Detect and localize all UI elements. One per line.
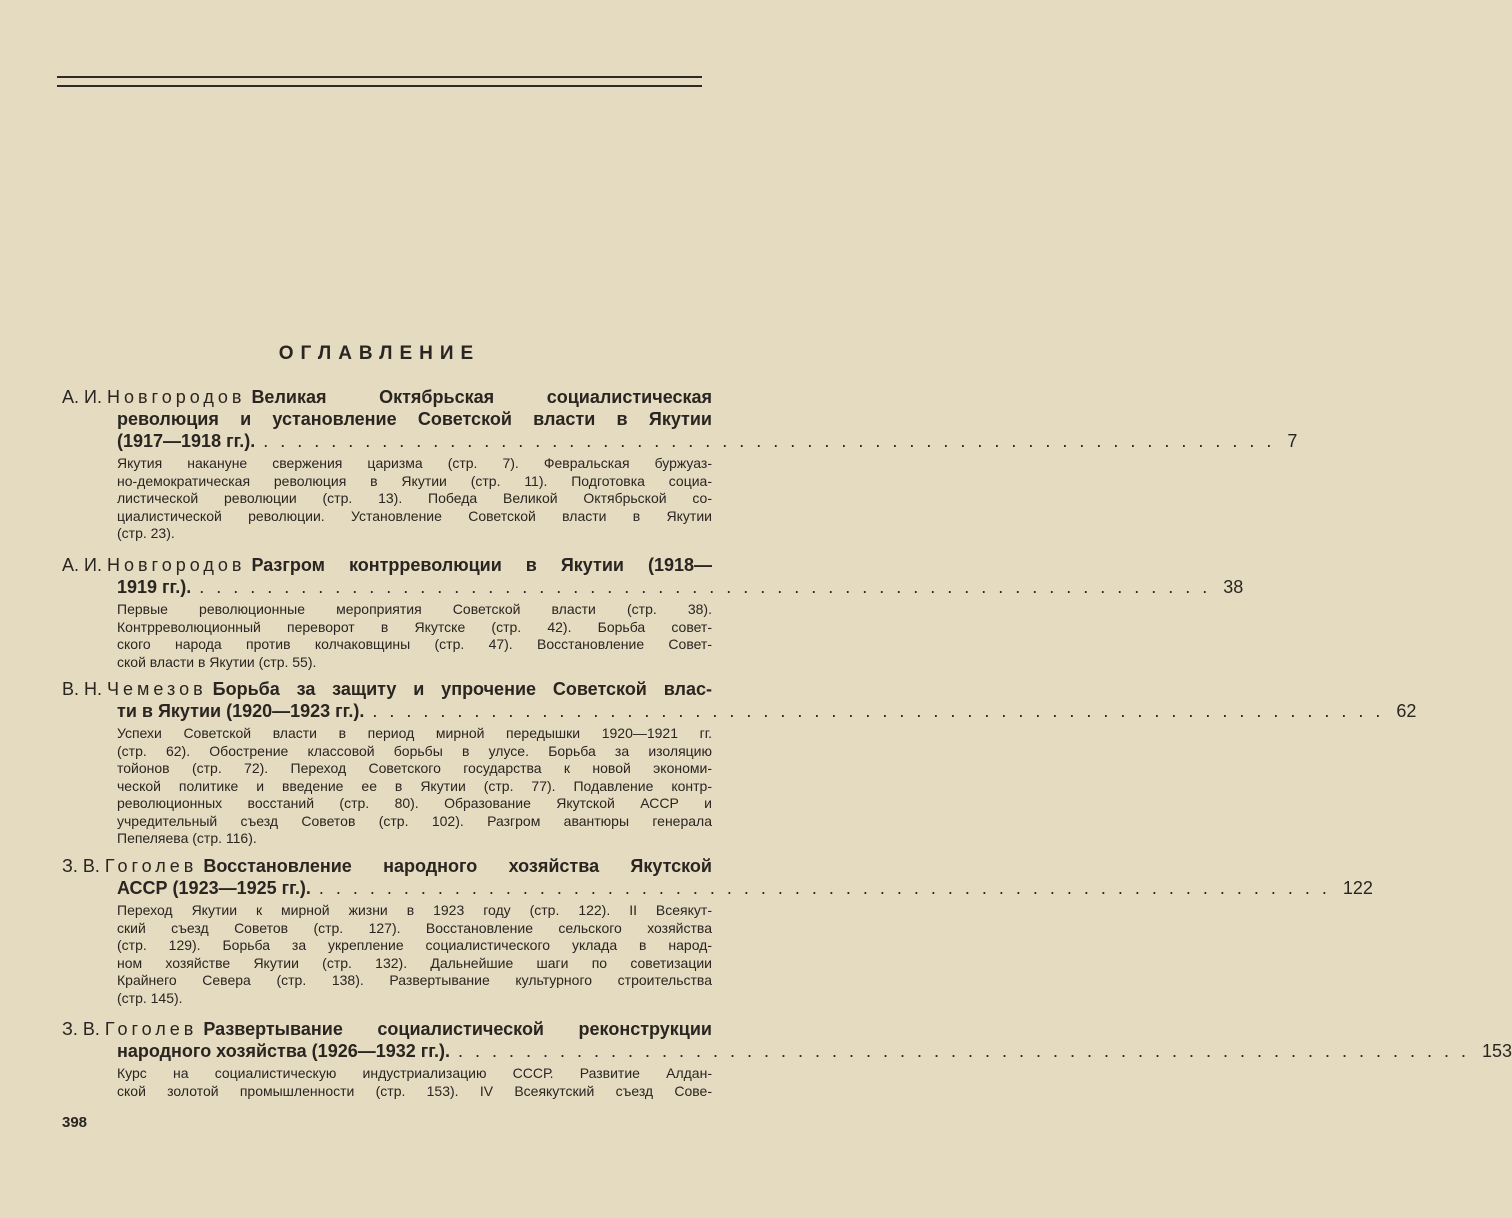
toc-entry[interactable] xyxy=(62,678,1417,848)
entry-title: Восстановление народного хозяйства Якутской xyxy=(203,856,712,876)
entry-description xyxy=(117,725,712,848)
entry-page-number: 122 xyxy=(1342,878,1373,898)
description-line: ном хозяйстве Якутии (стр. 132). Дальнейшие шаги по советизации xyxy=(117,954,712,971)
description-line: (стр. 23). xyxy=(117,525,175,541)
entry-title: Борьба за защиту и упрочение Советской влас- xyxy=(212,679,712,699)
title-line xyxy=(117,408,712,430)
top-rule xyxy=(57,85,702,87)
description-line: Успехи Советской власти в период мирной передышки 1920—1921 гг. xyxy=(117,725,712,741)
entry-page-number: 62 xyxy=(1396,701,1417,721)
title-line xyxy=(117,576,1244,598)
description-line: ской власти в Якутии (стр. 55). xyxy=(117,653,317,670)
description-line: тойонов (стр. 72). Переход Советского государства к новой экономи- xyxy=(117,760,712,776)
author-name xyxy=(62,386,245,408)
description-line: Крайнего Севера (стр. 138). Развертывание культурного строительства xyxy=(117,972,712,988)
entry-title: 1919 гг.). xyxy=(117,577,192,597)
entry-title: АССР (1923—1925 гг.). xyxy=(117,878,311,898)
toc-entry[interactable] xyxy=(62,855,1373,1007)
entry-title: Развертывание социалистической реконструкции xyxy=(203,1019,712,1039)
author-surname: Новгородов xyxy=(106,555,246,575)
description-line: листической революции (стр. 13). Победа Великой Октябрьской со- xyxy=(117,490,712,506)
description-line: Переход Якутии к мирной жизни в 1923 году (стр. 122). II Всеякут- xyxy=(117,902,712,918)
description-line: ческой политике и введение ее в Якутии (стр. 77). Подавление контр- xyxy=(117,777,712,794)
description-line: ской золотой промышленности (стр. 153). IV Всеякутский съезд Сове- xyxy=(117,1082,712,1099)
page-number: 398 xyxy=(62,1114,88,1131)
author-initials: З. В. xyxy=(62,1019,100,1039)
title-line xyxy=(117,877,1373,899)
dot-leader: ............................................................ xyxy=(199,577,1220,597)
author-surname: Чемезов xyxy=(107,679,207,699)
author-name xyxy=(62,855,197,877)
description-line: Якутия накануне свержения царизма (стр. 7). Февральская буржуаз- xyxy=(117,455,712,471)
entry-description xyxy=(117,455,712,543)
description-line: ский съезд Советов (стр. 127). Восстановление сельского хозяйства xyxy=(117,919,712,936)
entry-page-number: 7 xyxy=(1287,431,1298,451)
entry-title: народного хозяйства (1926—1932 гг.). xyxy=(117,1041,450,1061)
entry-title: Великая Октябрьская социалистическая xyxy=(251,387,712,407)
dot-leader: ............................................................ xyxy=(372,701,1393,721)
description-line: (стр. 62). Обострение классовой борьбы в улусе. Борьба за изоляцию xyxy=(117,742,712,759)
page-title: ОГЛАВЛЕНИЕ xyxy=(278,343,481,364)
description-line: революционных восстаний (стр. 80). Образование Якутской АССР и xyxy=(117,795,712,811)
author-surname: Новгородов xyxy=(106,387,246,407)
entry-description xyxy=(117,1065,712,1100)
entry-title: ти в Якутии (1920—1923 гг.). xyxy=(117,701,365,721)
author-initials: В. Н. xyxy=(62,679,103,699)
dot-leader: ............................................................ xyxy=(318,878,1339,898)
title-line xyxy=(62,386,712,408)
entry-title: Разгром контрреволюции в Якутии (1918— xyxy=(251,555,712,575)
entry-description xyxy=(117,601,712,671)
title-line xyxy=(117,700,1417,722)
author-name xyxy=(62,554,245,576)
dot-leader: ............................................................ xyxy=(457,1041,1479,1061)
top-rule xyxy=(57,76,702,78)
author-name xyxy=(62,1018,197,1040)
title-line xyxy=(62,678,712,700)
description-line: учредительный съезд Советов (стр. 102). Разгром авантюры генерала xyxy=(117,812,712,829)
description-line: циалистической революции. Установление Советской власти в Якутии xyxy=(117,507,712,524)
title-line xyxy=(117,430,1298,452)
title-line xyxy=(62,855,712,877)
author-initials: А. И. xyxy=(62,555,102,575)
description-line: (стр. 129). Борьба за укрепление социалистического уклада в народ- xyxy=(117,937,712,953)
entry-title: революция и установление Советской власти в Якутии xyxy=(117,409,712,429)
toc-entry[interactable] xyxy=(62,1018,1512,1100)
entry-description xyxy=(117,902,712,1007)
title-line xyxy=(117,1040,1512,1062)
entry-page-number: 38 xyxy=(1223,577,1244,597)
author-name xyxy=(62,678,207,700)
description-line: Первые революционные мероприятия Советской власти (стр. 38). xyxy=(117,601,712,617)
description-line: Пепеляева (стр. 116). xyxy=(117,830,257,846)
author-initials: А. И. xyxy=(62,387,102,407)
toc-entry[interactable] xyxy=(62,386,1298,543)
description-line: Курс на социалистическую индустриализацию СССР. Развитие Алдан- xyxy=(117,1065,712,1081)
entry-page-number: 153 xyxy=(1482,1041,1512,1061)
description-line: но-демократическая революция в Якутии (стр. 11). Подготовка социа- xyxy=(117,472,712,489)
author-surname: Гоголев xyxy=(104,856,198,876)
author-surname: Гоголев xyxy=(104,1019,198,1039)
dot-leader: ............................................................ xyxy=(263,431,1284,451)
title-line xyxy=(62,554,712,576)
title-line xyxy=(62,1018,712,1040)
description-line: Контрреволюционный переворот в Якутске (стр. 42). Борьба совет- xyxy=(117,618,712,635)
description-line: (стр. 145). xyxy=(117,989,183,1006)
author-initials: З. В. xyxy=(62,856,100,876)
entry-title: (1917—1918 гг.). xyxy=(117,431,256,451)
toc-entry[interactable] xyxy=(62,554,1244,671)
description-line: ского народа против колчаковщины (стр. 47). Восстановление Совет- xyxy=(117,636,712,652)
